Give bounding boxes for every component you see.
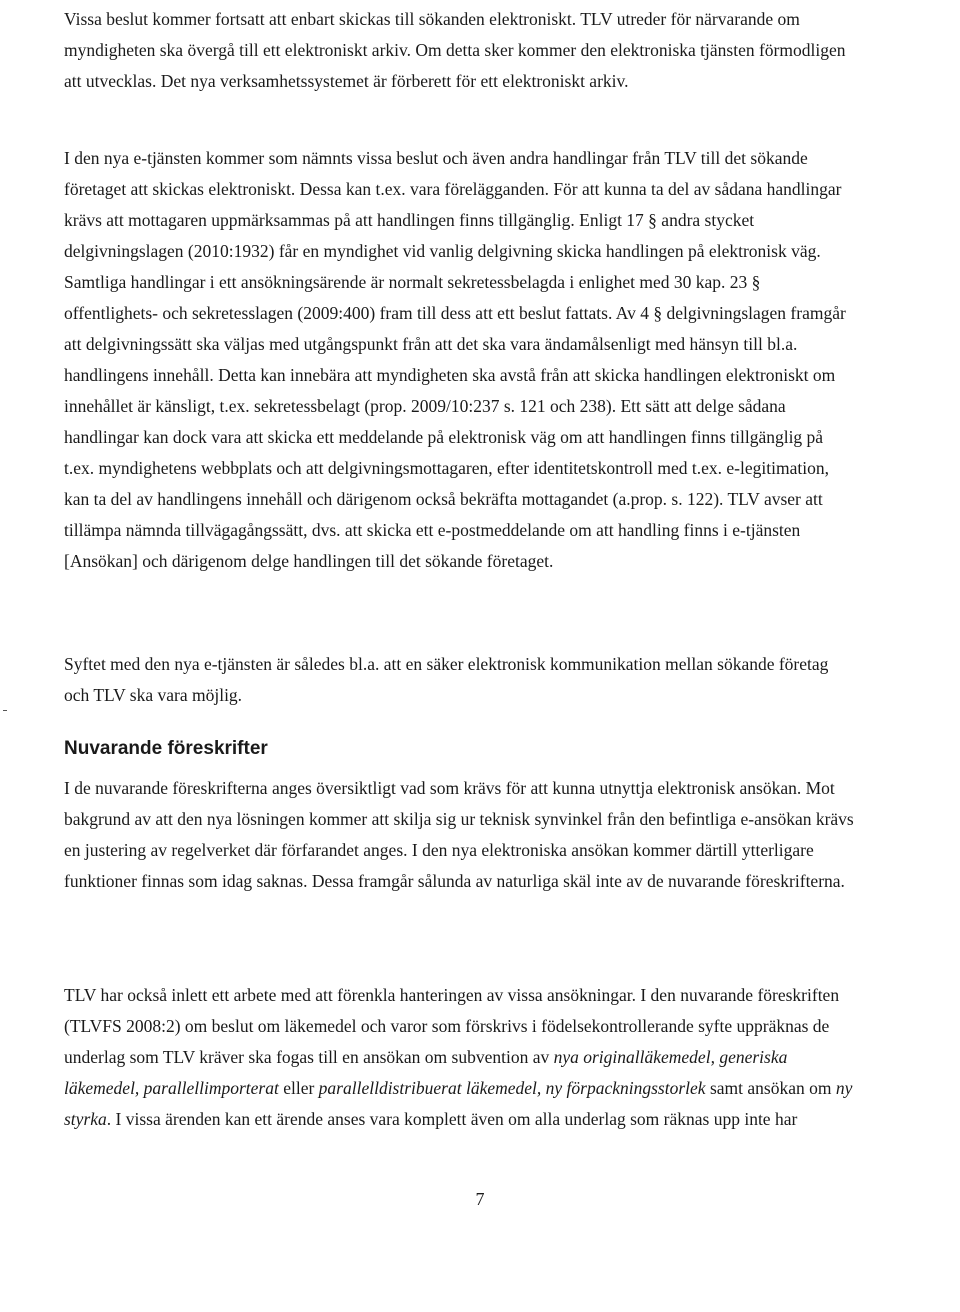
section-heading: Nuvarande föreskrifter bbox=[64, 738, 268, 759]
margin-mark bbox=[3, 710, 7, 711]
italic-segment: parallelldistribuerat läkemedel, ny förpackningsstorlek bbox=[318, 1078, 706, 1098]
italic-segment: nya originalläkemedel, generiska läkemedel, parallellimporterat bbox=[64, 1047, 788, 1098]
paragraph-electronic-archive: Vissa beslut kommer fortsatt att enbart skickas till sökanden elektroniskt. TLV utreder för närvarande om myndigheten ska övergå till ett elektroniskt arkiv. Om detta sker kommer den elektroniska tjänsten förmodligen att utvecklas. Det nya verksamhetssystemet är förberett för ett elektroniskt arkiv. bbox=[64, 9, 846, 91]
text-segment: samt ansökan om bbox=[705, 1078, 836, 1098]
text-segment: . I vissa ärenden kan ett ärende anses vara komplett även om alla underlag som räknas upp inte har bbox=[106, 1109, 798, 1129]
italic-segment: ny styrka bbox=[64, 1078, 853, 1129]
page-number: 7 bbox=[475, 1189, 485, 1209]
paragraph-current-regulations: I de nuvarande föreskrifterna anges översiktligt vad som krävs för att kunna utnyttja elektronisk ansökan. Mot bakgrund av att den nya lösningen kommer att skilja sig ur teknisk synvinkel från den befintliga e-ansökan krävs en justering av regelverket där förfarandet anges. I den nya elektroniska ansökan kommer därtill ytterligare funktioner finnas som idag saknas. Dessa framgår sålunda av naturliga skäl inte av de nuvarande föreskrifterna. bbox=[64, 778, 854, 891]
text-segment: eller bbox=[278, 1078, 319, 1098]
paragraph-simplification bbox=[64, 980, 854, 1135]
text-segment: TLV har också inlett ett arbete med att förenkla hanteringen av vissa ansökningar. I den nuvarande föreskriften (TLVFS 2008:2) om beslut om läkemedel och varor som förskrivs i födelsekontrollerande syfte uppräknas de underlag som TLV kräver ska fogas till en ansökan om subvention av bbox=[64, 985, 840, 1067]
paragraph-e-service-delivery: I den nya e-tjänsten kommer som nämnts vissa beslut och även andra handlingar från TLV till det sökande företaget att skickas elektroniskt. Dessa kan t.ex. vara förelägganden. För att kunna ta del av sådana handlingar krävs att mottagaren uppmärksammas på att handlingen finns tillgänglig. Enligt 17 § andra stycket delgivningslagen (2010:1932) får en myndighet vid vanlig delgivning skicka handlingen på elektronisk väg. Samtliga handlingar i ett ansökningsärende är normalt sekretessbelagda i enlighet med 30 kap. 23 § offentlighets- och sekretesslagen (2009:400) fram till dess att ett beslut fattats. Av 4 § delgivningslagen framgår att delgivningssätt ska väljas med utgångspunkt från att det ska vara ändamålsenligt med hänsyn till bl.a. handlingens innehåll. Detta kan innebära att myndigheten ska avstå från att skicka handlingen elektroniskt om innehållet är känsligt, t.ex. sekretessbelagt (prop. 2009/10:237 s. 121 och 238). Ett sätt att delge sådana handlingar kan dock vara att skicka ett meddelande på elektronisk väg om att handlingen finns tillgänglig på t.ex. myndighetens webbplats och att delgivningsmottagaren, efter identitetskontroll med t.ex. e-legitimation, kan ta del av handlingens innehåll och därigenom också bekräfta mottagandet (a.prop. s. 122). TLV avser att tillämpa nämnda tillvägagångssätt, dvs. att skicka ett e-postmeddelande om att handling finns i e-tjänsten [Ansökan] och därigenom delge handlingen till det sökande företaget. bbox=[64, 148, 846, 571]
paragraph-purpose: Syftet med den nya e-tjänsten är således bl.a. att en säker elektronisk kommunikation mellan sökande företag och TLV ska vara möjlig. bbox=[64, 654, 829, 705]
